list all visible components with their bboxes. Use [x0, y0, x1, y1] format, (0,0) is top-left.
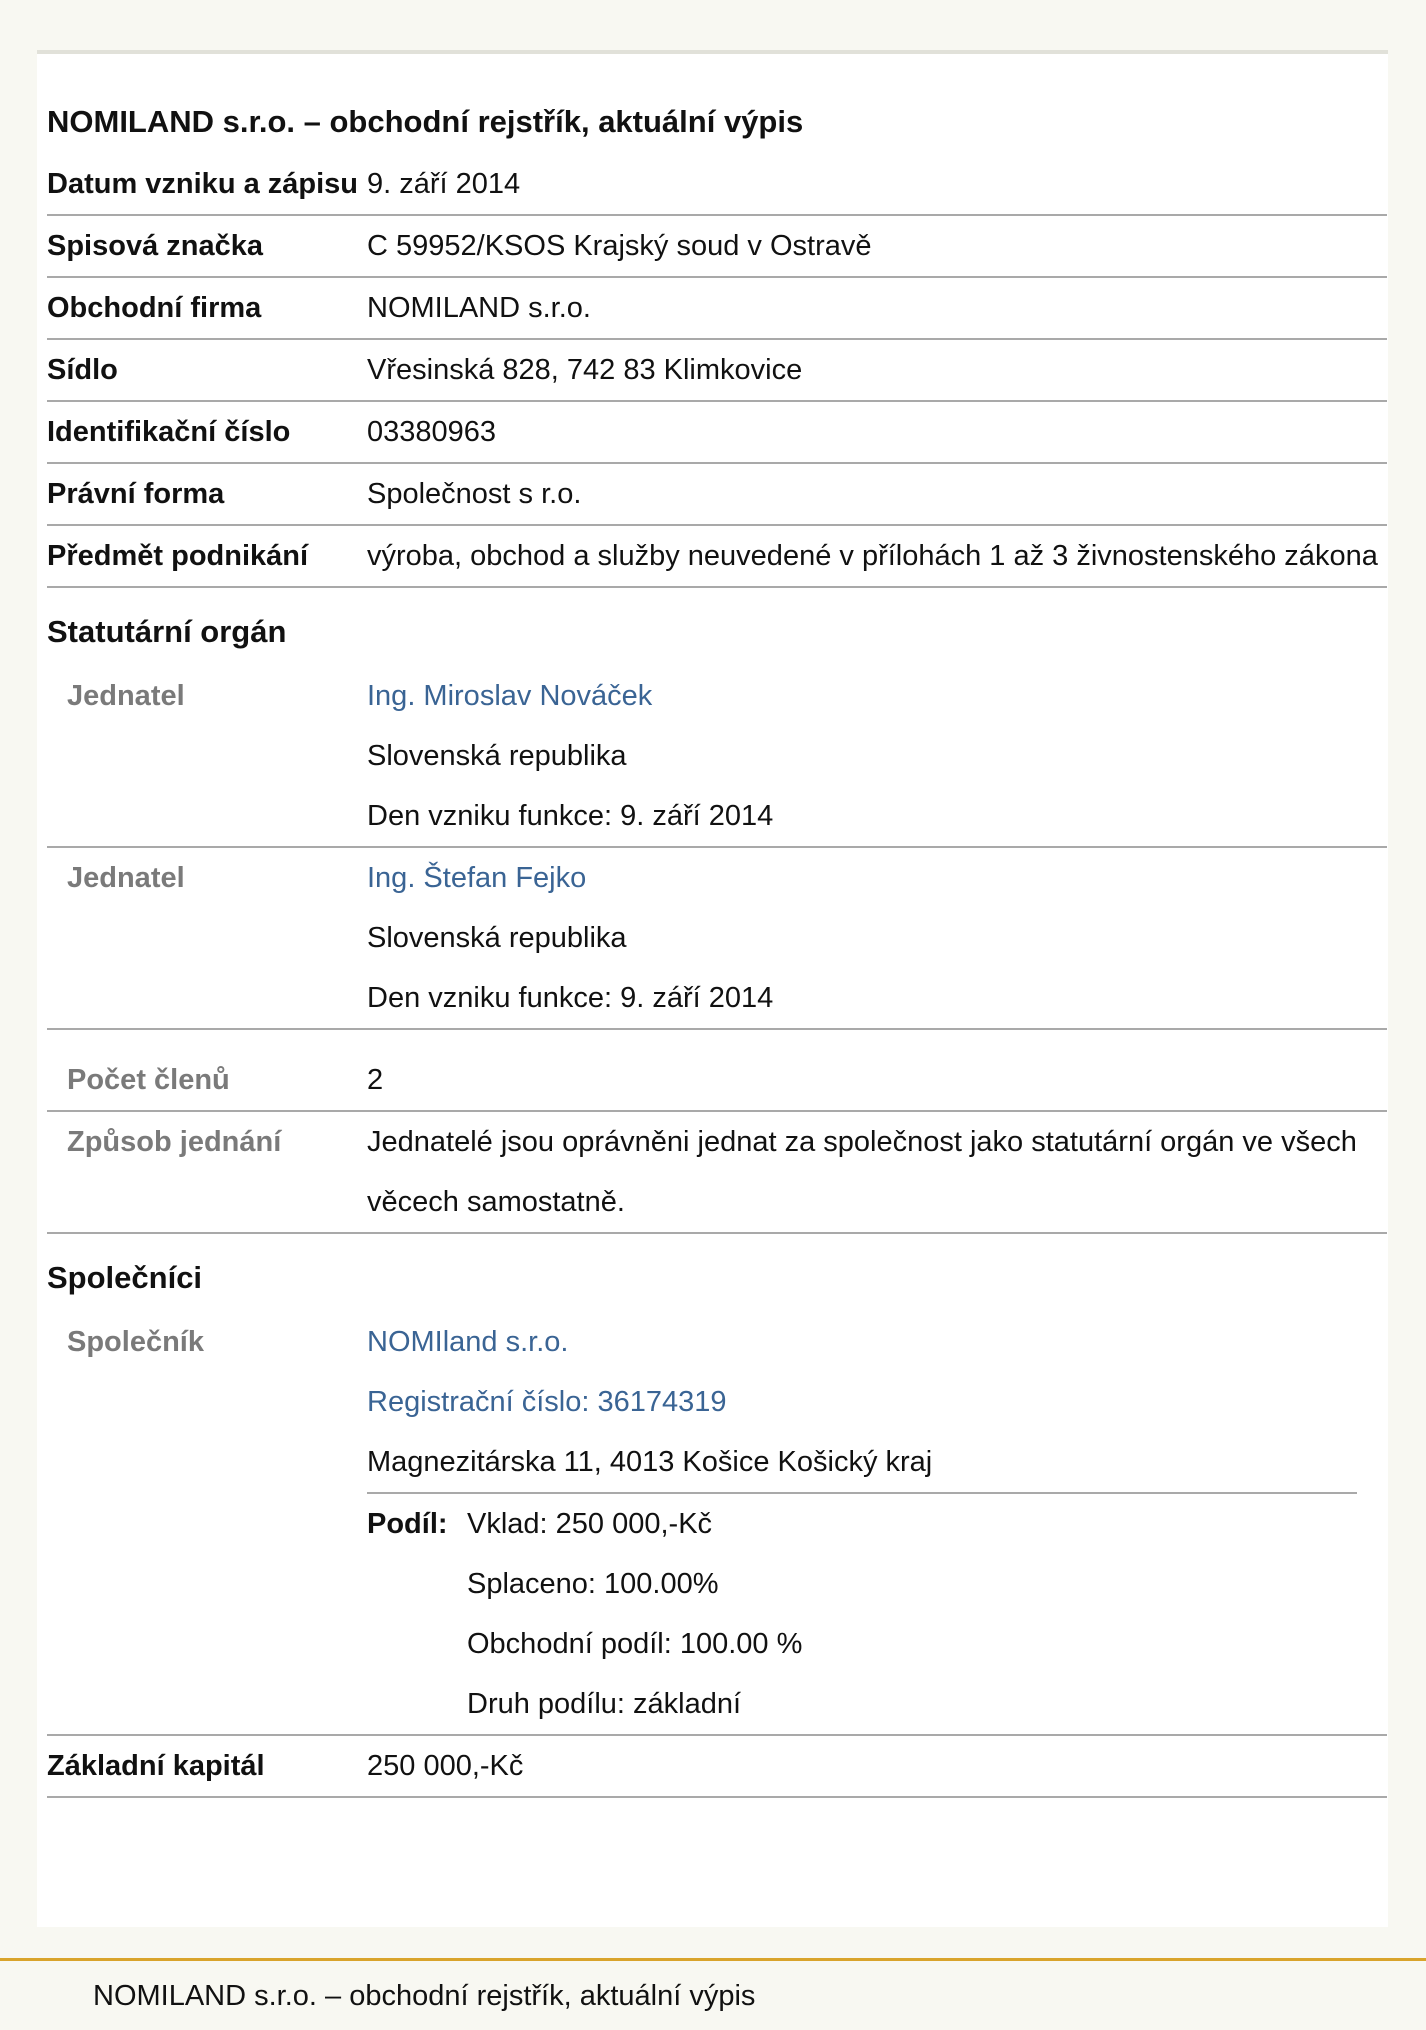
row-value: NOMILAND s.r.o. — [367, 292, 591, 324]
row-capital — [47, 1736, 1387, 1798]
partner-role: Společník — [67, 1326, 204, 1358]
footer-title: NOMILAND s.r.o. – obchodní rejstřík, aktuální výpis — [93, 1980, 756, 2012]
row-conduct — [47, 1112, 1387, 1234]
row-label: Předmět podnikání — [47, 540, 309, 572]
share-label: Podíl: — [367, 1508, 448, 1540]
row-founding-date — [47, 154, 1387, 216]
section-heading-partners: Společníci — [47, 1260, 203, 1295]
document-card — [37, 50, 1388, 1927]
statutory-member — [47, 848, 1387, 1030]
row-label: Datum vzniku a zápisu — [47, 168, 359, 200]
row-business-subject — [47, 526, 1387, 588]
row-value: 250 000,-Kč — [367, 1750, 524, 1782]
register-extract — [47, 102, 1387, 1798]
member-role: Jednatel — [67, 680, 185, 712]
row-label: Sídlo — [47, 354, 118, 386]
row-label: Identifikační číslo — [47, 416, 291, 448]
row-value: 9. září 2014 — [367, 168, 521, 200]
section-heading-statutory: Statutární orgán — [47, 614, 287, 649]
share-deposit: Vklad: 250 000,-Kč — [467, 1508, 713, 1540]
share-type: Druh podílu: základní — [467, 1688, 742, 1720]
row-value: Jednatelé jsou oprávněni jednat za společnost jako statutární orgán ve všech věcech samostatně. — [367, 1126, 1357, 1218]
member-name-link[interactable]: Ing. Štefan Fejko — [367, 862, 587, 894]
member-role: Jednatel — [67, 862, 185, 894]
row-value: 2 — [367, 1064, 384, 1096]
footer-divider — [0, 1958, 1426, 1961]
row-value: výroba, obchod a služby neuvedené v přílohách 1 až 3 živnostenského zákona — [367, 540, 1378, 572]
row-seat — [47, 340, 1387, 402]
partner-address: Magnezitárska 11, 4013 Košice Košický kraj — [367, 1446, 933, 1478]
share-paid: Splaceno: 100.00% — [467, 1568, 719, 1600]
row-value: C 59952/KSOS Krajský soud v Ostravě — [367, 230, 872, 262]
row-member-count — [47, 1050, 1387, 1112]
row-label: Základní kapitál — [47, 1750, 265, 1782]
row-label: Obchodní firma — [47, 292, 262, 324]
row-label: Způsob jednání — [67, 1126, 282, 1158]
row-value: 03380963 — [367, 416, 497, 448]
row-value: Společnost s r.o. — [367, 478, 582, 510]
row-legal-form — [47, 464, 1387, 526]
member-details — [367, 848, 1387, 1028]
share-values — [467, 1494, 802, 1734]
member-country: Slovenská republika — [367, 922, 627, 954]
row-label: Počet členů — [67, 1064, 230, 1096]
partner-name-link[interactable]: NOMIland s.r.o. — [367, 1326, 569, 1358]
member-name-link[interactable]: Ing. Miroslav Nováček — [367, 680, 653, 712]
row-value: Vřesinská 828, 742 83 Klimkovice — [367, 354, 803, 386]
partner-share — [367, 1492, 1357, 1734]
partner-details — [367, 1312, 1387, 1734]
row-company-name — [47, 278, 1387, 340]
row-file-number — [47, 216, 1387, 278]
member-country: Slovenská republika — [367, 740, 627, 772]
row-id-number — [47, 402, 1387, 464]
row-label: Právní forma — [47, 478, 225, 510]
statutory-member — [47, 666, 1387, 848]
row-label: Spisová značka — [47, 230, 263, 262]
share-business-share: Obchodní podíl: 100.00 % — [467, 1628, 803, 1660]
member-since: Den vzniku funkce: 9. září 2014 — [367, 800, 774, 832]
partner — [47, 1312, 1387, 1736]
page-title: NOMILAND s.r.o. – obchodní rejstřík, aktuální výpis — [47, 104, 804, 139]
member-since: Den vzniku funkce: 9. září 2014 — [367, 982, 774, 1014]
partner-reg-link[interactable]: Registrační číslo: 36174319 — [367, 1386, 727, 1418]
member-details — [367, 666, 1387, 846]
